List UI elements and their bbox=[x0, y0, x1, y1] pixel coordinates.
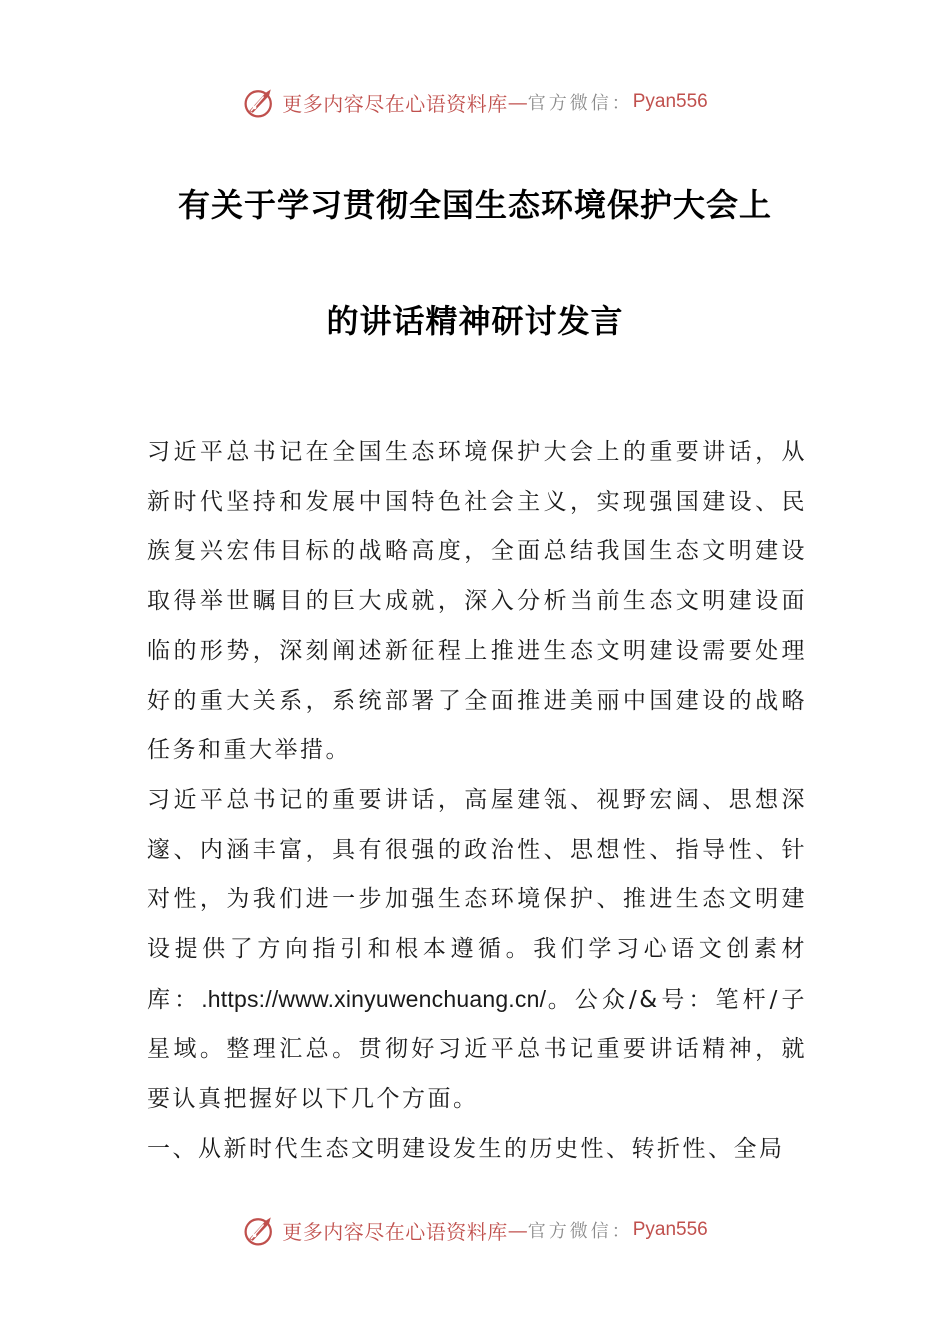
pen-nib-logo-icon bbox=[242, 1212, 278, 1248]
paragraph-2-text-before-url: 习近平总书记的重要讲话，高屋建瓴、视野宏阔、思想深邃、内涵丰富，具有很强的政治性、思想性、指导性、针对性，为我们进一步加强生态环境保护、推进生态文明建设提供了方向指引和根本遵循。我们学习心语文创素材库： bbox=[147, 786, 807, 1013]
wechat-id: Pyan556 bbox=[632, 91, 708, 112]
paragraph-3: 一、从新时代生态文明建设发生的历史性、转折性、全局 bbox=[147, 1135, 785, 1162]
separator: — bbox=[507, 90, 528, 114]
footer-banner bbox=[0, 1210, 950, 1250]
header-banner bbox=[0, 82, 950, 122]
site-name: 更多内容尽在心语资料库 bbox=[282, 1219, 508, 1244]
separator: — bbox=[507, 1218, 528, 1242]
pen-nib-logo-icon bbox=[242, 84, 278, 120]
wechat-id: Pyan556 bbox=[632, 1219, 708, 1240]
wechat-label: 官方微信： bbox=[527, 1221, 633, 1242]
paragraph-2 bbox=[147, 776, 807, 1125]
paragraph-1: 习近平总书记在全国生态环境保护大会上的重要讲话，从新时代坚持和发展中国特色社会主义，实现强国建设、民族复兴宏伟目标的战略高度，全面总结我国生态文明建设取得举世瞩目的巨大成就，深入分析当前生态文明建设面临的形势，深刻阐述新征程上推进生态文明建设需要处理好的重大关系，系统部署了全面推进美丽中国建设的战略任务和重大举措。 bbox=[147, 439, 807, 764]
paragraph-2-text-after-url: 。公众/&号：笔杆/子星域。整理汇总。贯彻好习近平总书记重要讲话精神，就要认真把握好以下几个方面。 bbox=[147, 986, 808, 1113]
document-body bbox=[147, 428, 807, 1175]
website-url-text: .https://www.xinyuwenchuang.cn/ bbox=[201, 985, 547, 1012]
site-name: 更多内容尽在心语资料库 bbox=[282, 91, 508, 116]
wechat-label: 官方微信： bbox=[527, 93, 633, 114]
document-title-line2: 的讲话精神研讨发言 bbox=[326, 302, 624, 340]
document-title-line1: 有关于学习贯彻全国生态环境保护大会上 bbox=[177, 186, 772, 224]
